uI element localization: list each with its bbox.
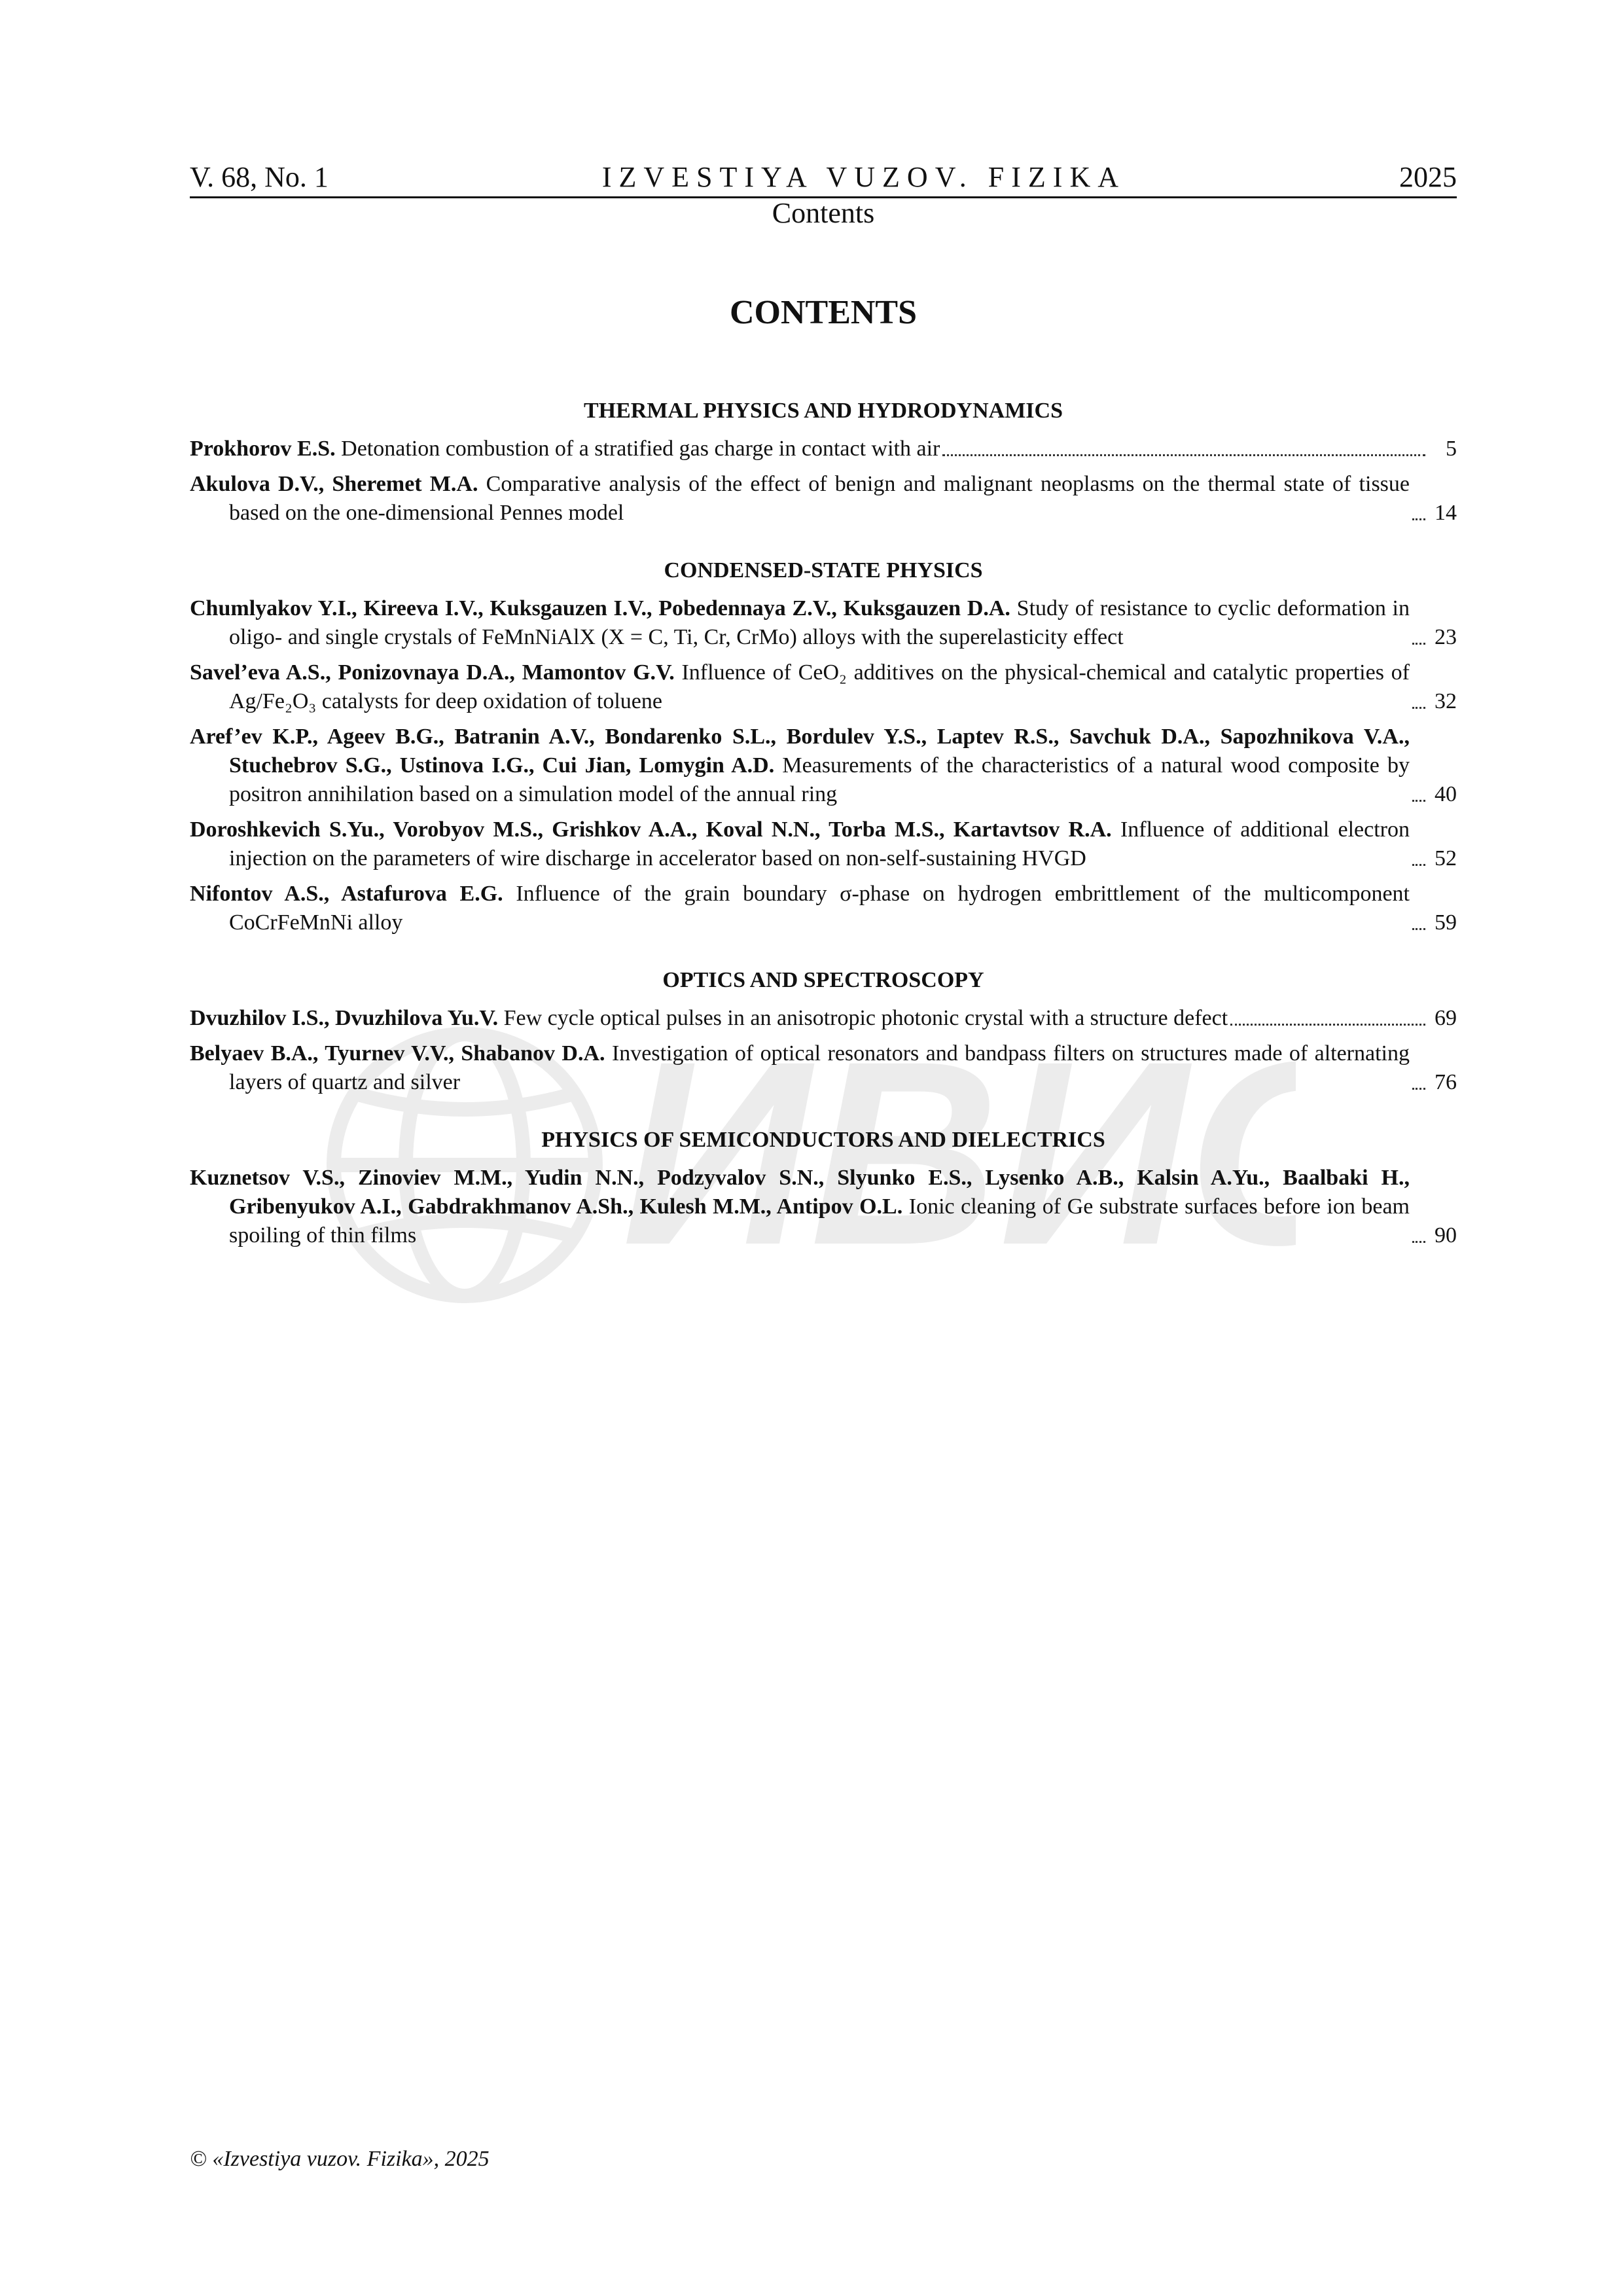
toc-entry[interactable] <box>190 594 1457 652</box>
toc-section <box>190 556 1457 937</box>
entry-text <box>190 594 1410 652</box>
dot-leader <box>1412 643 1425 645</box>
entry-title: Detonation combustion of a stratified gas charge in contact with air <box>341 437 940 461</box>
toc-entry[interactable] <box>190 1039 1457 1097</box>
toc-entry[interactable] <box>190 1164 1457 1250</box>
entry-title: Study of resistance to cyclic deformation in oligo- and single crystals of FeMnNiAlX (X = C, Ti, Cr, CrMo) alloys with the superelasticity effect <box>229 596 1410 649</box>
entry-text <box>190 880 1410 937</box>
dot-leader <box>1412 707 1425 709</box>
entry-authors: Doroshkevich S.Yu., Vorobyov M.S., Grishkov A.A., Koval N.N., Torba M.S., Kartavtsov R.A. <box>190 817 1112 842</box>
entry-text <box>190 816 1410 873</box>
entry-text <box>190 470 1410 528</box>
entry-authors: Kuznetsov V.S., Zinoviev M.M., Yudin N.N., Podzyvalov S.N., Slyunko E.S., Lysenko A.B., Kalsin A.Yu., Baalbaki H., Gribenyukov A.I., Gabdrakhmanov A.Sh., Kulesh M.M., Antipov O.L. <box>190 1166 1410 1219</box>
header-subtitle: Contents <box>772 197 875 229</box>
entry-page-number: 5 <box>1446 437 1457 461</box>
table-of-contents <box>190 397 1457 1279</box>
entry-page-number: 40 <box>1435 782 1457 806</box>
entry-page-number: 76 <box>1435 1070 1457 1094</box>
toc-entry[interactable] <box>190 658 1457 716</box>
entry-text <box>190 1039 1410 1097</box>
entry-authors: Prokhorov E.S. <box>190 437 336 461</box>
entry-title: Comparative analysis of the effect of benign and malignant neoplasms on the thermal state of tissue based on the one-dimensional Pennes model <box>229 472 1410 525</box>
dot-leader <box>1412 1241 1425 1243</box>
page-title: CONTENTS <box>729 294 918 331</box>
entry-text <box>190 723 1410 809</box>
toc-entry[interactable] <box>190 1004 1457 1033</box>
toc-entry[interactable] <box>190 880 1457 937</box>
entry-title: Influence of the grain boundary σ-phase on hydrogen embrittlement of the multicomponent CoCrFeMnNi alloy <box>229 882 1410 935</box>
dot-leader <box>1412 800 1425 802</box>
running-header <box>190 149 1457 198</box>
dot-leader <box>1412 864 1425 866</box>
entry-title: Ionic cleaning of Ge substrate surfaces before ion beam spoiling of thin films <box>229 1194 1410 1247</box>
section-title: THERMAL PHYSICS AND HYDRODYNAMICS <box>583 399 1063 423</box>
entry-text <box>190 1164 1410 1250</box>
dot-leader <box>1412 1088 1425 1090</box>
dot-leader <box>942 454 1425 456</box>
entry-page-number: 52 <box>1435 846 1457 870</box>
toc-entry[interactable] <box>190 435 1457 463</box>
section-title: CONDENSED-STATE PHYSICS <box>664 558 983 583</box>
entry-page-number: 14 <box>1435 501 1457 525</box>
entry-title: Measurements of the characteristics of a natural wood composite by positron annihilation based on a simulation model of the annual ring <box>229 753 1410 806</box>
copyright-footer: © «Izvestiya vuzov. Fizika», 2025 <box>190 2147 490 2171</box>
toc-section <box>190 1126 1457 1250</box>
toc-entry[interactable] <box>190 816 1457 873</box>
entry-text <box>190 658 1410 716</box>
section-title: OPTICS AND SPECTROSCOPY <box>662 968 984 992</box>
dot-leader <box>1412 518 1425 520</box>
entry-title: Few cycle optical pulses in an anisotropic photonic crystal with a structure defect <box>503 1006 1228 1030</box>
toc-entry[interactable] <box>190 723 1457 809</box>
entry-page-number: 90 <box>1435 1223 1457 1247</box>
entry-authors: Aref’ev K.P., Ageev B.G., Batranin A.V., Bondarenko S.L., Bordulev Y.S., Laptev R.S., Savchuk D.A., Sapozhnikova V.A., Stuchebrov S.G., Ustinova I.G., Cui Jian, Lomygin A.D. <box>190 725 1410 778</box>
entry-authors: Belyaev B.A., Tyurnev V.V., Shabanov D.A. <box>190 1041 605 1066</box>
entry-text <box>190 1004 1228 1033</box>
toc-section <box>190 397 1457 528</box>
volume-number: V. 68, No. 1 <box>190 161 329 193</box>
entry-page-number: 59 <box>1435 910 1457 935</box>
entry-title: Investigation of optical resonators and bandpass filters on structures made of alternating layers of quartz and silver <box>229 1041 1410 1094</box>
toc-entry[interactable] <box>190 470 1457 528</box>
entry-title: Influence of additional electron injection on the parameters of wire discharge in accelerator based on non-self-sustaining HVGD <box>229 817 1410 870</box>
entry-authors: Dvuzhilov I.S., Dvuzhilova Yu.V. <box>190 1006 499 1030</box>
journal-name: IZVESTIYA VUZOV. FIZIKA <box>601 161 1126 193</box>
toc-section <box>190 966 1457 1097</box>
entry-page-number: 23 <box>1435 625 1457 649</box>
entry-authors: Akulova D.V., Sheremet M.A. <box>190 472 478 496</box>
entry-page-number: 32 <box>1435 689 1457 713</box>
dot-leader <box>1230 1024 1425 1026</box>
dot-leader <box>1412 928 1425 930</box>
entry-text <box>190 435 940 463</box>
entry-authors: Nifontov A.S., Astafurova E.G. <box>190 882 503 906</box>
entry-page-number: 69 <box>1435 1006 1457 1030</box>
watermark-text: ИВИ <box>622 1007 1188 1299</box>
entry-authors: Savel’eva A.S., Ponizovnaya D.A., Mamontov G.V. <box>190 660 675 685</box>
section-title: PHYSICS OF SEMICONDUCTORS AND DIELECTRICS <box>541 1128 1105 1152</box>
year: 2025 <box>1399 161 1457 193</box>
entry-authors: Chumlyakov Y.I., Kireeva I.V., Kuksgauzen I.V., Pobedennaya Z.V., Kuksgauzen D.A. <box>190 596 1010 620</box>
entry-title: Influence of CeO₂ additives on the physical-chemical and catalytic properties of Ag/Fe₂O₃ catalysts for deep oxidation of toluene <box>229 660 1410 713</box>
